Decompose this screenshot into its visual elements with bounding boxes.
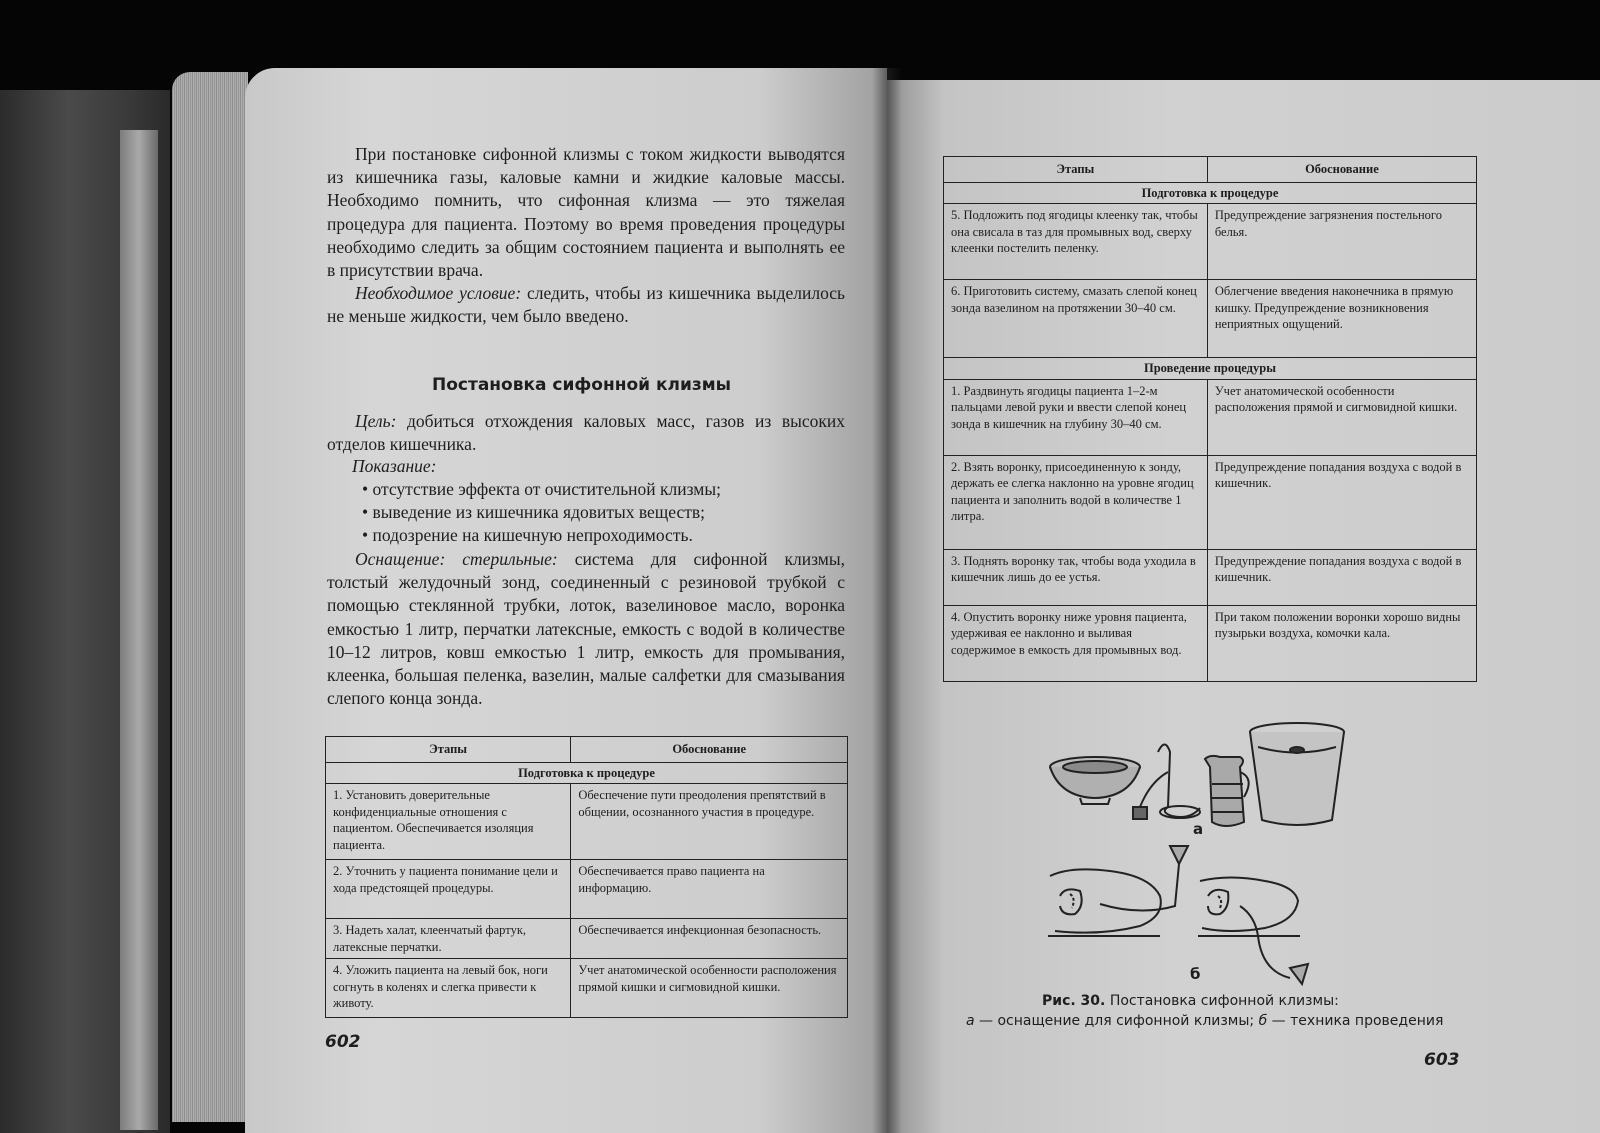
- rationale-cell: Предупреждение попадания воздуха с водой в кишечник.: [1207, 549, 1476, 605]
- stage-cell: 1. Установить доверительные конфиденциальные отношения с пациентом. Обеспечивается изоляция пациента.: [326, 784, 571, 860]
- table-section-row: [944, 182, 1477, 204]
- section-heading: Проведение процедуры: [944, 358, 1477, 380]
- table-row: [944, 455, 1477, 549]
- book-gutter: [872, 68, 902, 1133]
- section-title: Постановка сифонной клизмы: [432, 375, 732, 395]
- table-row: [944, 280, 1477, 358]
- stage-cell: 1. Раздвинуть ягодицы пациента 1–2-м пальцами левой руки и ввести слепой конец зонда в кишечник на глубину 30–40 см.: [944, 379, 1208, 455]
- rationale-cell: Предупреждение попадания воздуха с водой в кишечник.: [1207, 455, 1476, 549]
- condition-text: следить, чтобы из кишечника выделилось не меньше жидкости, чем было введено.: [327, 283, 845, 327]
- goal-label: Цель:: [355, 411, 397, 431]
- rationale-cell: Учет анатомической особенности расположения прямой и сигмовидной кишки.: [1207, 379, 1476, 455]
- bucket-icon: [1250, 723, 1344, 825]
- technique-illustration: [1040, 836, 1340, 986]
- equipment-text: система для сифонной клизмы, толстый желудочный зонд, соединенный с резиновой трубкой с помощью стеклянной трубки, лоток, вазелиновое масло, воронка емкостью 1 литр, перчатки латексные, емкость с водой в количестве 10–12 литров, ковш емкостью 1 литр, емкость для промывания, клеенка, большая пеленка, вазелин, малые салфетки для смазывания слепого конца зонда.: [327, 549, 845, 709]
- table-section-row: [944, 358, 1477, 380]
- stage-cell: 6. Приготовить систему, смазать слепой конец зонда вазелином на протяжении 30–40 см.: [944, 280, 1208, 358]
- condition-label: Необходимое условие:: [355, 283, 522, 304]
- column-header-stages: Этапы: [944, 157, 1208, 183]
- rationale-cell: Учет анатомической особенности расположения прямой кишки и сигмовидной кишки.: [571, 959, 848, 1018]
- rationale-cell: Обеспечение пути преодоления препятствий в общении, осознанного участия в процедуре.: [571, 784, 848, 860]
- table-section-row: [326, 762, 848, 784]
- page-edges: [172, 72, 248, 1122]
- condition-paragraph: [327, 282, 845, 328]
- figure-label-b: б: [1190, 965, 1201, 983]
- figure-caption-legend: а — оснащение для сифонной клизмы; б — техника проведения: [966, 1013, 1444, 1029]
- figure-label-a: а: [1193, 820, 1204, 838]
- indication-item: • отсутствие эффекта от очистительной клизмы;: [362, 479, 721, 499]
- indication-item: • выведение из кишечника ядовитых веществ;: [362, 502, 706, 522]
- section-heading: Подготовка к процедуре: [944, 182, 1477, 204]
- book-spine-strip: [120, 130, 158, 1130]
- stage-cell: 3. Надеть халат, клеенчатый фартук, латексные перчатки.: [326, 919, 571, 959]
- equipment-paragraph: [327, 548, 845, 710]
- figure-caption-number: Рис. 30.: [1042, 993, 1106, 1009]
- section-heading: Подготовка к процедуре: [326, 762, 848, 784]
- table-header-row: [326, 737, 848, 763]
- table-row: [944, 549, 1477, 605]
- stage-cell: 2. Уточнить у пациента понимание цели и хода предстоящей процедуры.: [326, 860, 571, 919]
- technique-right-icon: [1198, 878, 1308, 985]
- intro-paragraph: [327, 143, 845, 329]
- rationale-cell: При таком положении воронки хорошо видны пузырьки воздуха, комочки кала.: [1207, 605, 1476, 681]
- intro-text: При постановке сифонной клизмы с током жидкости выводятся из кишечника газы, каловые камни и жидкие каловые массы. Необходимо помнить, что сифонная клизма — это тяжелая процедура для пациента. Поэтому во время проведения процедуры необходимо следить за общим состоянием пациента и выполнять ее в присутствии врача.: [327, 144, 845, 281]
- stage-cell: 4. Опустить воронку ниже уровня пациента, удерживая ее наклонно и выливая содержимое в емкость для промывных вод.: [944, 605, 1208, 681]
- basin-icon: [1050, 757, 1140, 804]
- rationale-cell: Обеспечивается право пациента на информацию.: [571, 860, 848, 919]
- tube-system-icon: [1133, 745, 1200, 820]
- indication-label: Показание:: [352, 456, 437, 476]
- procedure-table-left: [325, 736, 848, 1018]
- table-row: [326, 860, 848, 919]
- table-row: [944, 204, 1477, 280]
- table-header-row: [944, 157, 1477, 183]
- page-number-left: 602: [325, 1032, 361, 1052]
- column-header-stages: Этапы: [326, 737, 571, 763]
- column-header-rationale: Обоснование: [1207, 157, 1476, 183]
- table-row: [326, 919, 848, 959]
- stage-cell: 2. Взять воронку, присоединенную к зонду, держать ее слегка наклонно на уровне ягодиц пациента и заполнить водой в количестве 1 литра.: [944, 455, 1208, 549]
- background-left: [0, 90, 170, 1133]
- table-row: [326, 784, 848, 860]
- technique-left-icon: [1048, 846, 1188, 936]
- rationale-cell: Облегчение введения наконечника в прямую кишку. Предупреждение возникновения неприятных ощущений.: [1207, 280, 1476, 358]
- stage-cell: 4. Уложить пациента на левый бок, ноги согнуть в коленях и слегка привести к животу.: [326, 959, 571, 1018]
- table-row: [944, 379, 1477, 455]
- equipment-label: Оснащение: стерильные:: [355, 549, 558, 569]
- goal-paragraph: [327, 410, 845, 456]
- indication-item: • подозрение на кишечную непроходимость.: [362, 525, 693, 545]
- table-row: [326, 959, 848, 1018]
- table-row: [944, 605, 1477, 681]
- stage-cell: 3. Поднять воронку так, чтобы вода уходила в кишечник лишь до ее устья.: [944, 549, 1208, 605]
- stage-cell: 5. Подложить под ягодицы клеенку так, чтобы она свисала в таз для промывных вод, сверху клеенки постелить пеленку.: [944, 204, 1208, 280]
- procedure-table-right: [943, 156, 1477, 682]
- jug-icon: [1205, 756, 1249, 826]
- column-header-rationale: Обоснование: [571, 737, 848, 763]
- figure-caption-title: Рис. 30. Постановка сифонной клизмы:: [1042, 993, 1339, 1009]
- page-number-right: 603: [1424, 1050, 1460, 1070]
- rationale-cell: Обеспечивается инфекционная безопасность.: [571, 919, 848, 959]
- goal-text: добиться отхождения каловых масс, газов из высоких отделов кишечника.: [327, 411, 845, 455]
- rationale-cell: Предупреждение загрязнения постельного белья.: [1207, 204, 1476, 280]
